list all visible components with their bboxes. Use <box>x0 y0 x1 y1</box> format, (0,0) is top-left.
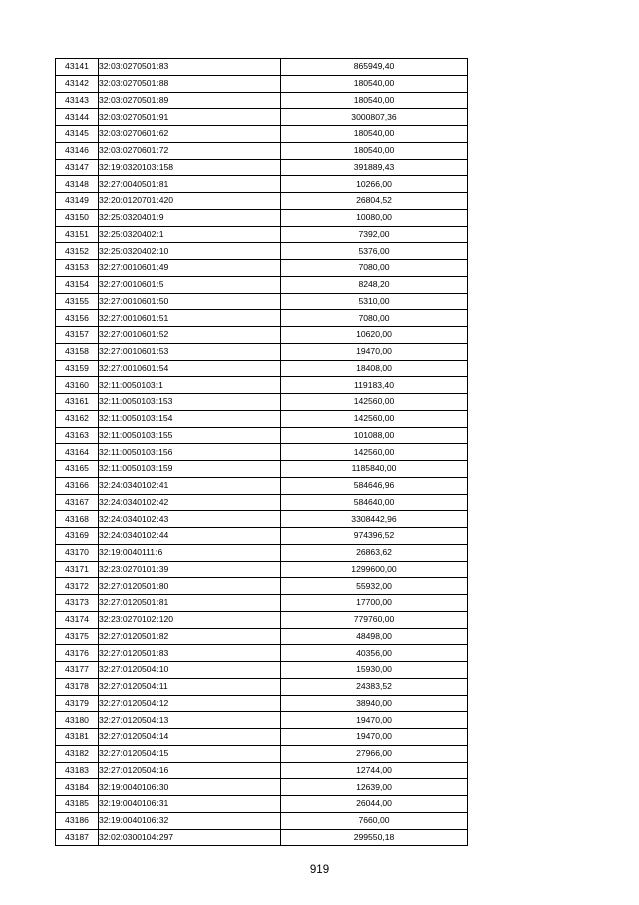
table-row <box>56 511 468 528</box>
table-row <box>56 176 468 193</box>
value-cell: 12744,00 <box>281 762 468 779</box>
cadastral-number-cell: 32:11:0050103:1 <box>99 377 281 394</box>
row-number-cell: 43169 <box>56 528 99 545</box>
value-cell: 1299600,00 <box>281 561 468 578</box>
row-number-cell: 43185 <box>56 796 99 813</box>
cadastral-number-cell: 32:20:0120701:420 <box>99 193 281 210</box>
cadastral-number-cell: 32:24:0340102:42 <box>99 494 281 511</box>
table-row <box>56 59 468 76</box>
row-number-cell: 43159 <box>56 360 99 377</box>
table-row <box>56 477 468 494</box>
value-cell: 15930,00 <box>281 662 468 679</box>
cadastral-number-cell: 32:27:0120504:11 <box>99 678 281 695</box>
value-cell: 1185840,00 <box>281 461 468 478</box>
cadastral-number-cell: 32:25:0320401:9 <box>99 209 281 226</box>
row-number-cell: 43142 <box>56 75 99 92</box>
value-cell: 27966,00 <box>281 745 468 762</box>
cadastral-number-cell: 32:02:0300104:297 <box>99 829 281 846</box>
cadastral-number-cell: 32:27:0010601:49 <box>99 260 281 277</box>
table-row <box>56 75 468 92</box>
row-number-cell: 43154 <box>56 276 99 293</box>
table-row <box>56 394 468 411</box>
value-cell: 119183,40 <box>281 377 468 394</box>
cadastral-number-cell: 32:25:0320402:1 <box>99 226 281 243</box>
row-number-cell: 43186 <box>56 812 99 829</box>
row-number-cell: 43145 <box>56 126 99 143</box>
table-row <box>56 779 468 796</box>
row-number-cell: 43157 <box>56 327 99 344</box>
row-number-cell: 43148 <box>56 176 99 193</box>
value-cell: 7080,00 <box>281 310 468 327</box>
row-number-cell: 43187 <box>56 829 99 846</box>
table-row <box>56 712 468 729</box>
row-number-cell: 43167 <box>56 494 99 511</box>
cadastral-number-cell: 32:27:0120501:80 <box>99 578 281 595</box>
row-number-cell: 43180 <box>56 712 99 729</box>
table-row <box>56 729 468 746</box>
registry-table <box>55 58 468 846</box>
value-cell: 48498,00 <box>281 628 468 645</box>
cadastral-number-cell: 32:27:0120504:10 <box>99 662 281 679</box>
table-row <box>56 578 468 595</box>
table-row <box>56 193 468 210</box>
row-number-cell: 43165 <box>56 461 99 478</box>
page-number: 919 <box>309 864 330 876</box>
value-cell: 10080,00 <box>281 209 468 226</box>
table-row <box>56 410 468 427</box>
value-cell: 180540,00 <box>281 126 468 143</box>
cadastral-number-cell: 32:27:0010601:5 <box>99 276 281 293</box>
row-number-cell: 43164 <box>56 444 99 461</box>
cadastral-number-cell: 32:03:0270501:91 <box>99 109 281 126</box>
cadastral-number-cell: 32:27:0010601:53 <box>99 343 281 360</box>
row-number-cell: 43144 <box>56 109 99 126</box>
value-cell: 12639,00 <box>281 779 468 796</box>
table-row <box>56 812 468 829</box>
row-number-cell: 43182 <box>56 745 99 762</box>
row-number-cell: 43170 <box>56 544 99 561</box>
value-cell: 7660,00 <box>281 812 468 829</box>
row-number-cell: 43143 <box>56 92 99 109</box>
cadastral-number-cell: 32:11:0050103:156 <box>99 444 281 461</box>
row-number-cell: 43181 <box>56 729 99 746</box>
row-number-cell: 43171 <box>56 561 99 578</box>
cadastral-number-cell: 32:11:0050103:153 <box>99 394 281 411</box>
value-cell: 17700,00 <box>281 595 468 612</box>
value-cell: 584646,96 <box>281 477 468 494</box>
cadastral-number-cell: 32:27:0120501:82 <box>99 628 281 645</box>
table-row <box>56 762 468 779</box>
table-row <box>56 745 468 762</box>
value-cell: 584640,00 <box>281 494 468 511</box>
row-number-cell: 43162 <box>56 410 99 427</box>
row-number-cell: 43149 <box>56 193 99 210</box>
value-cell: 26804,52 <box>281 193 468 210</box>
row-number-cell: 43141 <box>56 59 99 76</box>
value-cell: 38940,00 <box>281 695 468 712</box>
table-row <box>56 209 468 226</box>
row-number-cell: 43166 <box>56 477 99 494</box>
table-row <box>56 427 468 444</box>
cadastral-number-cell: 32:27:0010601:51 <box>99 310 281 327</box>
value-cell: 10266,00 <box>281 176 468 193</box>
row-number-cell: 43175 <box>56 628 99 645</box>
value-cell: 974396,52 <box>281 528 468 545</box>
table-row <box>56 611 468 628</box>
value-cell: 19470,00 <box>281 712 468 729</box>
table-row <box>56 662 468 679</box>
row-number-cell: 43177 <box>56 662 99 679</box>
cadastral-number-cell: 32:03:0270601:62 <box>99 126 281 143</box>
table-row <box>56 343 468 360</box>
row-number-cell: 43172 <box>56 578 99 595</box>
table-row <box>56 595 468 612</box>
row-number-cell: 43183 <box>56 762 99 779</box>
cadastral-number-cell: 32:24:0340102:44 <box>99 528 281 545</box>
cadastral-number-cell: 32:23:0270101:39 <box>99 561 281 578</box>
table-row <box>56 645 468 662</box>
row-number-cell: 43161 <box>56 394 99 411</box>
table-row <box>56 142 468 159</box>
value-cell: 142560,00 <box>281 444 468 461</box>
value-cell: 180540,00 <box>281 92 468 109</box>
cadastral-number-cell: 32:27:0120504:16 <box>99 762 281 779</box>
table-row <box>56 92 468 109</box>
value-cell: 391889,43 <box>281 159 468 176</box>
table-row <box>56 310 468 327</box>
value-cell: 7080,00 <box>281 260 468 277</box>
cadastral-number-cell: 32:27:0120504:13 <box>99 712 281 729</box>
cadastral-number-cell: 32:19:0320103:158 <box>99 159 281 176</box>
value-cell: 779760,00 <box>281 611 468 628</box>
row-number-cell: 43147 <box>56 159 99 176</box>
value-cell: 142560,00 <box>281 410 468 427</box>
table-row <box>56 226 468 243</box>
value-cell: 19470,00 <box>281 729 468 746</box>
row-number-cell: 43152 <box>56 243 99 260</box>
row-number-cell: 43160 <box>56 377 99 394</box>
row-number-cell: 43146 <box>56 142 99 159</box>
table-row <box>56 243 468 260</box>
table-body <box>56 59 468 846</box>
table-row <box>56 461 468 478</box>
row-number-cell: 43184 <box>56 779 99 796</box>
value-cell: 55932,00 <box>281 578 468 595</box>
table-row <box>56 829 468 846</box>
cadastral-number-cell: 32:03:0270501:83 <box>99 59 281 76</box>
row-number-cell: 43173 <box>56 595 99 612</box>
value-cell: 8248,20 <box>281 276 468 293</box>
cadastral-number-cell: 32:11:0050103:159 <box>99 461 281 478</box>
value-cell: 5310,00 <box>281 293 468 310</box>
value-cell: 180540,00 <box>281 142 468 159</box>
value-cell: 142560,00 <box>281 394 468 411</box>
cadastral-number-cell: 32:03:0270501:89 <box>99 92 281 109</box>
cadastral-number-cell: 32:27:0040501:81 <box>99 176 281 193</box>
row-number-cell: 43155 <box>56 293 99 310</box>
row-number-cell: 43178 <box>56 678 99 695</box>
cadastral-number-cell: 32:27:0120504:14 <box>99 729 281 746</box>
row-number-cell: 43174 <box>56 611 99 628</box>
value-cell: 3000807,36 <box>281 109 468 126</box>
table-row <box>56 260 468 277</box>
row-number-cell: 43179 <box>56 695 99 712</box>
cadastral-number-cell: 32:24:0340102:43 <box>99 511 281 528</box>
value-cell: 40356,00 <box>281 645 468 662</box>
cadastral-number-cell: 32:27:0120501:81 <box>99 595 281 612</box>
table-row <box>56 494 468 511</box>
value-cell: 19470,00 <box>281 343 468 360</box>
value-cell: 26044,00 <box>281 796 468 813</box>
cadastral-number-cell: 32:27:0010601:50 <box>99 293 281 310</box>
value-cell: 18408,00 <box>281 360 468 377</box>
value-cell: 5376,00 <box>281 243 468 260</box>
value-cell: 299550,18 <box>281 829 468 846</box>
row-number-cell: 43151 <box>56 226 99 243</box>
table-row <box>56 293 468 310</box>
cadastral-number-cell: 32:19:0040111:6 <box>99 544 281 561</box>
cadastral-number-cell: 32:19:0040106:31 <box>99 796 281 813</box>
table-row <box>56 109 468 126</box>
cadastral-number-cell: 32:27:0120501:83 <box>99 645 281 662</box>
cadastral-number-cell: 32:19:0040106:32 <box>99 812 281 829</box>
cadastral-number-cell: 32:24:0340102:41 <box>99 477 281 494</box>
value-cell: 101088,00 <box>281 427 468 444</box>
row-number-cell: 43156 <box>56 310 99 327</box>
cadastral-number-cell: 32:03:0270601:72 <box>99 142 281 159</box>
value-cell: 10620,00 <box>281 327 468 344</box>
value-cell: 7392,00 <box>281 226 468 243</box>
value-cell: 24383,52 <box>281 678 468 695</box>
value-cell: 180540,00 <box>281 75 468 92</box>
table-row <box>56 561 468 578</box>
table-row <box>56 695 468 712</box>
table-row <box>56 126 468 143</box>
table-row <box>56 276 468 293</box>
cadastral-number-cell: 32:27:0010601:54 <box>99 360 281 377</box>
cadastral-number-cell: 32:11:0050103:154 <box>99 410 281 427</box>
row-number-cell: 43158 <box>56 343 99 360</box>
value-cell: 3308442,96 <box>281 511 468 528</box>
table-row <box>56 678 468 695</box>
value-cell: 865949,40 <box>281 59 468 76</box>
row-number-cell: 43150 <box>56 209 99 226</box>
value-cell: 26863,62 <box>281 544 468 561</box>
row-number-cell: 43168 <box>56 511 99 528</box>
table-row <box>56 528 468 545</box>
table-row <box>56 360 468 377</box>
row-number-cell: 43163 <box>56 427 99 444</box>
cadastral-number-cell: 32:03:0270501:88 <box>99 75 281 92</box>
table-row <box>56 327 468 344</box>
cadastral-number-cell: 32:19:0040106:30 <box>99 779 281 796</box>
cadastral-number-cell: 32:23:0270102:120 <box>99 611 281 628</box>
cadastral-number-cell: 32:27:0120504:12 <box>99 695 281 712</box>
table-row <box>56 444 468 461</box>
table-row <box>56 159 468 176</box>
cadastral-number-cell: 32:27:0120504:15 <box>99 745 281 762</box>
cadastral-number-cell: 32:11:0050103:155 <box>99 427 281 444</box>
cadastral-number-cell: 32:25:0320402:10 <box>99 243 281 260</box>
table-row <box>56 796 468 813</box>
cadastral-number-cell: 32:27:0010601:52 <box>99 327 281 344</box>
row-number-cell: 43153 <box>56 260 99 277</box>
table-row <box>56 628 468 645</box>
table-row <box>56 544 468 561</box>
table-row <box>56 377 468 394</box>
row-number-cell: 43176 <box>56 645 99 662</box>
